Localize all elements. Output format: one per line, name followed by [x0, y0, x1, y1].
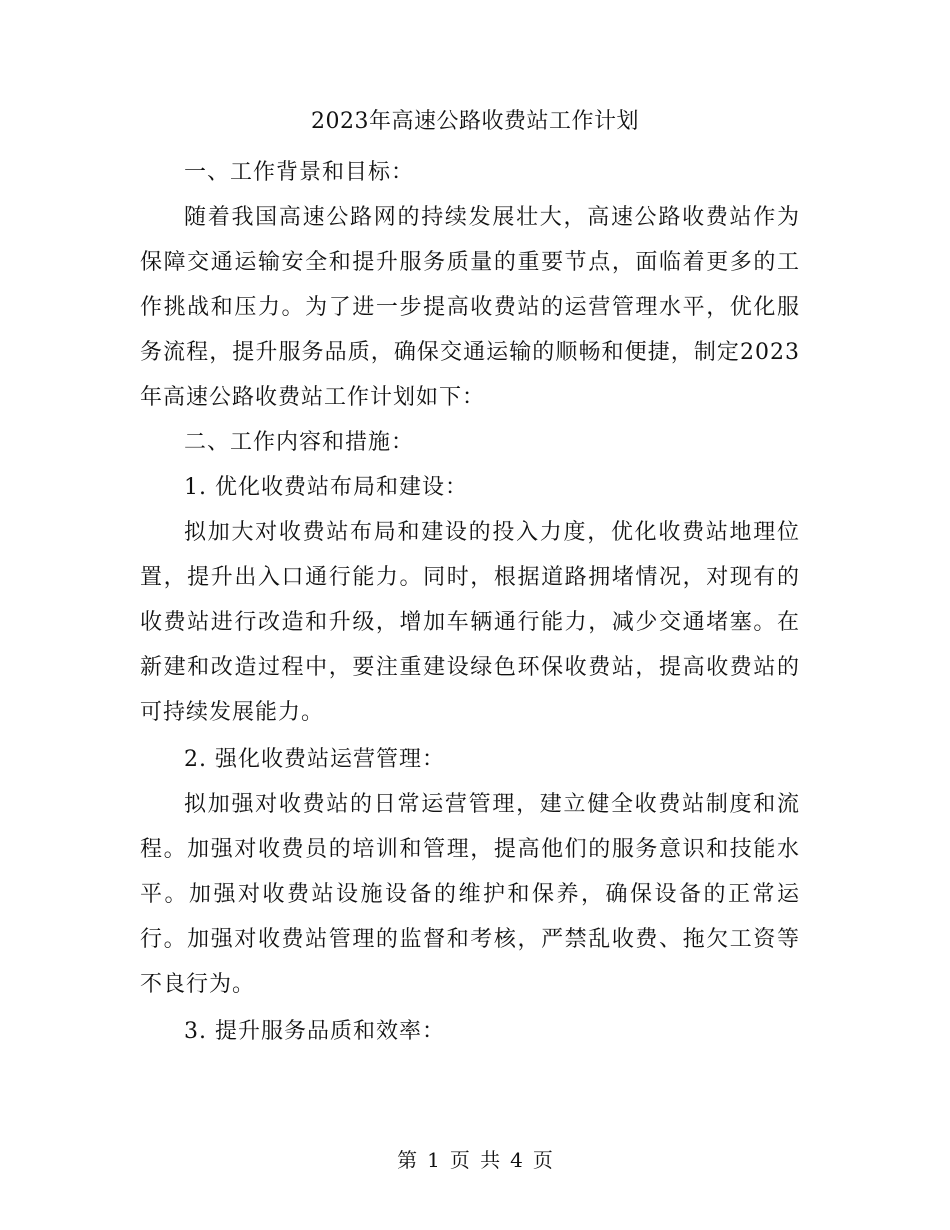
footer-suffix: 页	[532, 1148, 553, 1172]
paragraph-layout: 拟加大对收费站布局和建设的投入力度，优化收费站地理位置，提升出入口通行能力。同时，根据道路拥堵情况，对现有的收费站进行改造和升级，增加车辆通行能力，减少交通堵塞。在新建和改造过程中，要注重建设绿色环保收费站，提高收费站的可持续发展能力。	[140, 520, 800, 725]
footer-page-number: 1	[427, 1148, 440, 1172]
document-body	[140, 150, 800, 1054]
paragraph-background: 随着我国高速公路网的持续发展壮大，高速公路收费站作为保障交通运输安全和提升服务质量的重要节点，面临着更多的工作挑战和压力。为了进一步提高收费站的运营管理水平，优化服务流程，提升服务品质，确保交通运输的顺畅和便捷，制定2023年高速公路收费站工作计划如下：	[140, 205, 800, 410]
footer-prefix: 第	[397, 1148, 418, 1172]
section-heading-1: 一、工作背景和目标：	[184, 160, 415, 185]
footer-total-pages: 4	[510, 1148, 523, 1172]
paragraph-operations: 拟加强对收费站的日常运营管理，建立健全收费站制度和流程。加强对收费员的培训和管理，提高他们的服务意识和技能水平。加强对收费站设施设备的维护和保养，确保设备的正常运行。加强对收费站管理的监督和考核，严禁乱收费、拖欠工资等不良行为。	[140, 792, 800, 997]
subheading-1: 1. 优化收费站布局和建设：	[184, 475, 468, 500]
page-footer	[0, 1146, 950, 1174]
subheading-3: 3. 提升服务品质和效率：	[184, 1019, 445, 1044]
section-heading-2: 二、工作内容和措施：	[184, 430, 415, 455]
subheading-2: 2. 强化收费站运营管理：	[184, 747, 445, 772]
footer-middle: 页 共	[449, 1148, 501, 1172]
document-title: 2023年高速公路收费站工作计划	[311, 109, 639, 134]
